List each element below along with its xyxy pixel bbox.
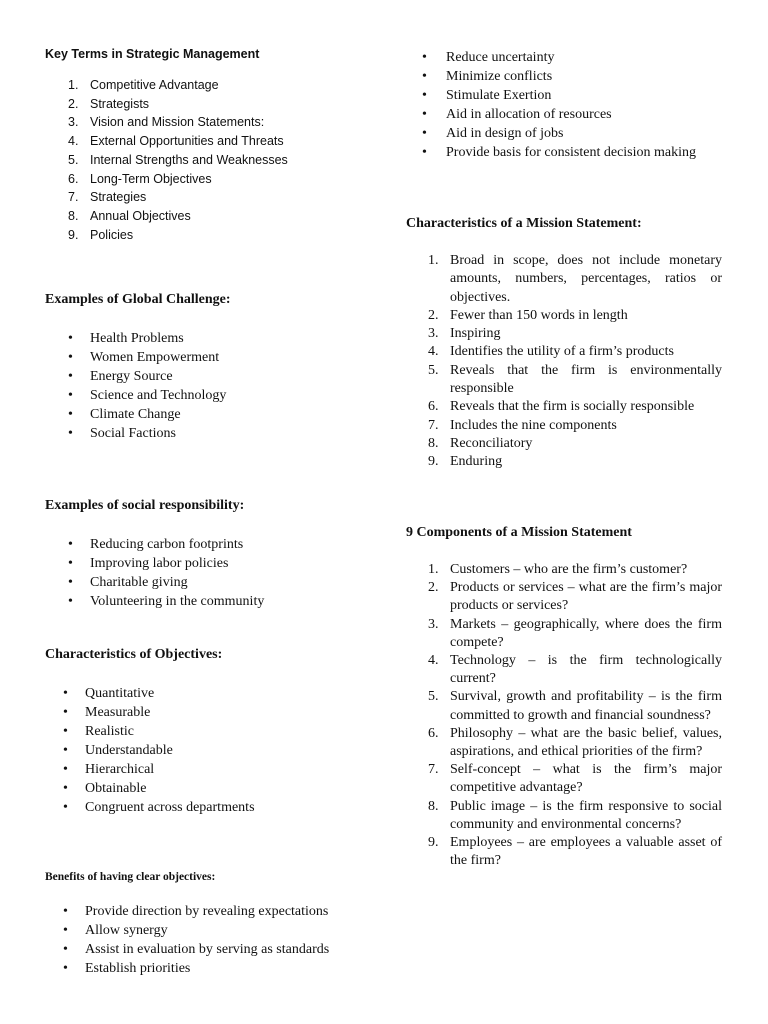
- list-number: 1.: [428, 253, 439, 268]
- list-item-text: Improving labor policies: [90, 556, 229, 571]
- list-item-text: Strategies: [90, 190, 147, 205]
- list-item-text: Provide direction by revealing expectations: [85, 904, 329, 919]
- list-item-text: Realistic: [85, 724, 134, 739]
- list-item-text: Aid in allocation of resources: [446, 107, 612, 122]
- list-item-text: External Opportunities and Threats: [90, 134, 284, 149]
- list-item: [68, 573, 368, 592]
- benefits-continued-list: [422, 48, 722, 162]
- list-item: [422, 48, 722, 67]
- list-item: [428, 398, 722, 416]
- list-item: [63, 722, 363, 741]
- list-item: [428, 325, 722, 343]
- list-number: 8.: [428, 798, 439, 814]
- list-item-text: Strategists: [90, 96, 150, 111]
- list-item: [63, 760, 363, 779]
- list-item-text: Customers – who are the firm’s customer?: [450, 562, 688, 577]
- list-number: 4.: [68, 134, 79, 149]
- bullet-icon: •: [63, 724, 68, 739]
- bullet-icon: •: [63, 743, 68, 758]
- list-item: [422, 86, 722, 105]
- bullet-icon: •: [63, 923, 68, 938]
- list-number: 1.: [428, 562, 439, 577]
- list-item-text: Philosophy – what are the basic belief, values, aspirations, and ethical priorities of the firm?: [450, 725, 722, 760]
- list-item: [68, 151, 368, 170]
- list-item: [428, 579, 722, 615]
- list-item-text: Reveals that the firm is socially responsible: [450, 399, 695, 415]
- bullet-icon: •: [68, 426, 73, 441]
- list-item-text: Women Empowerment: [90, 350, 220, 365]
- list-number: 2.: [428, 580, 439, 596]
- list-item-text: Minimize conflicts: [446, 69, 553, 84]
- list-item: [68, 535, 368, 554]
- list-number: 9.: [428, 454, 439, 470]
- clear-objectives-benefits-title: Benefits of having clear objectives:: [45, 871, 216, 883]
- list-item: [68, 592, 368, 611]
- list-item-text: Products or services – what are the firm’s major products or services?: [450, 580, 722, 614]
- list-item-text: Assist in evaluation by serving as standards: [85, 942, 330, 957]
- list-number: 6.: [428, 399, 439, 415]
- list-item: [428, 435, 722, 453]
- bullet-icon: •: [63, 705, 68, 720]
- list-item-text: Internal Strengths and Weaknesses: [90, 152, 288, 167]
- list-item-text: Understandable: [85, 743, 173, 758]
- list-item-text: Stimulate Exertion: [446, 88, 552, 103]
- list-item-text: Provide basis for consistent decision making: [446, 145, 697, 160]
- list-item: [422, 143, 722, 162]
- objectives-characteristics-list: [63, 684, 363, 817]
- list-number: 4.: [428, 344, 439, 360]
- list-item: [68, 367, 368, 386]
- list-item-text: Markets – geographically, where does the firm compete?: [450, 616, 722, 650]
- mission-characteristics-list: [428, 252, 722, 472]
- list-item-text: Technology – is the firm technologically current?: [450, 653, 722, 687]
- list-item: [428, 362, 722, 399]
- list-number: 1.: [68, 78, 79, 92]
- list-number: 8.: [68, 208, 79, 223]
- bullet-icon: •: [422, 88, 427, 103]
- clear-objectives-benefits-list: [63, 902, 373, 978]
- bullet-icon: •: [68, 537, 73, 552]
- list-item: [68, 170, 368, 189]
- list-item: [428, 798, 722, 834]
- global-challenge-list: [68, 329, 368, 443]
- list-number: 9.: [428, 835, 439, 851]
- list-item-text: Reveals that the firm is environmentally responsible: [450, 362, 722, 397]
- list-number: 8.: [428, 435, 439, 451]
- list-item-text: Public image – is the firm responsive to social community and environmental concerns?: [450, 798, 722, 832]
- list-item-text: Self-concept – what is the firm’s major competitive advantage?: [450, 762, 722, 796]
- list-item: [422, 67, 722, 86]
- list-item-text: Charitable giving: [90, 575, 188, 590]
- list-item: [68, 76, 368, 95]
- list-item: [428, 307, 722, 325]
- list-number: 6.: [428, 725, 439, 741]
- bullet-icon: •: [68, 350, 73, 365]
- list-item: [428, 834, 722, 870]
- list-item: [68, 386, 368, 405]
- list-item-text: Employees – are employees a valuable asset of the firm?: [450, 835, 722, 869]
- list-number: 5.: [428, 689, 439, 705]
- social-responsibility-list: [68, 535, 368, 611]
- list-number: 5.: [428, 362, 439, 378]
- list-item-text: Measurable: [85, 705, 151, 720]
- list-item-text: Social Factions: [90, 426, 176, 441]
- list-item: [68, 424, 368, 443]
- bullet-icon: •: [422, 50, 427, 65]
- bullet-icon: •: [68, 556, 73, 571]
- list-item-text: Establish priorities: [85, 961, 191, 976]
- bullet-icon: •: [68, 594, 73, 609]
- list-item: [63, 798, 363, 817]
- bullet-icon: •: [422, 126, 427, 141]
- bullet-icon: •: [63, 961, 68, 976]
- bullet-icon: •: [63, 686, 68, 701]
- list-item-text: Reducing carbon footprints: [90, 537, 244, 552]
- list-item: [68, 329, 368, 348]
- list-item-text: Hierarchical: [85, 762, 155, 777]
- list-item-text: Energy Source: [90, 369, 173, 384]
- list-number: 4.: [428, 653, 439, 669]
- list-item-text: Broad in scope, does not include monetary amounts, numbers, percentages, ratios or objectives.: [450, 253, 722, 305]
- list-item: [63, 940, 373, 959]
- bullet-icon: •: [63, 904, 68, 919]
- list-item: [68, 95, 368, 114]
- bullet-icon: •: [68, 331, 73, 346]
- bullet-icon: •: [68, 407, 73, 422]
- list-item: [422, 105, 722, 124]
- list-number: 3.: [428, 616, 439, 632]
- list-item-text: Reconciliatory: [450, 435, 533, 451]
- list-item: [428, 616, 722, 652]
- list-item: [68, 207, 368, 226]
- list-item-text: Volunteering in the community: [90, 594, 265, 609]
- bullet-icon: •: [68, 388, 73, 403]
- list-item: [63, 779, 363, 798]
- list-number: 2.: [428, 307, 439, 323]
- list-item: [422, 124, 722, 143]
- list-number: 7.: [428, 762, 439, 778]
- bullet-icon: •: [63, 762, 68, 777]
- key-terms-list: [68, 76, 368, 244]
- list-item: [68, 188, 368, 207]
- list-item-text: Annual Objectives: [90, 208, 191, 223]
- list-item: [63, 959, 373, 978]
- list-item-text: Long-Term Objectives: [90, 171, 212, 186]
- bullet-icon: •: [422, 107, 427, 122]
- mission-components-title: 9 Components of a Mission Statement: [406, 525, 632, 540]
- list-item-text: Allow synergy: [85, 923, 168, 938]
- list-item: [428, 453, 722, 471]
- bullet-icon: •: [68, 575, 73, 590]
- list-number: 9.: [68, 227, 79, 242]
- list-item-text: Aid in design of jobs: [446, 126, 564, 141]
- list-number: 6.: [68, 171, 79, 186]
- list-item: [63, 684, 363, 703]
- list-item-text: Identifies the utility of a firm’s products: [450, 344, 674, 360]
- bullet-icon: •: [68, 369, 73, 384]
- objectives-characteristics-title: Characteristics of Objectives:: [45, 647, 223, 662]
- list-item: [68, 348, 368, 367]
- list-item: [428, 417, 722, 435]
- list-item: [63, 741, 363, 760]
- list-item: [428, 761, 722, 797]
- list-item: [428, 652, 722, 688]
- global-challenge-title: Examples of Global Challenge:: [45, 292, 231, 307]
- list-number: 7.: [428, 417, 439, 433]
- list-number: 2.: [68, 96, 79, 111]
- list-item-text: Obtainable: [85, 781, 147, 796]
- list-item: [68, 405, 368, 424]
- list-number: 3.: [428, 326, 439, 342]
- key-terms-title: Key Terms in Strategic Management: [45, 47, 260, 61]
- list-item-text: Enduring: [450, 454, 503, 470]
- list-item: [428, 252, 722, 307]
- bullet-icon: •: [422, 69, 427, 84]
- list-item: [428, 343, 722, 361]
- bullet-icon: •: [63, 800, 68, 815]
- list-item-text: Science and Technology: [90, 388, 227, 403]
- list-item: [428, 561, 722, 579]
- bullet-icon: •: [63, 942, 68, 957]
- social-responsibility-title: Examples of social responsibility:: [45, 498, 245, 513]
- mission-characteristics-title: Characteristics of a Mission Statement:: [406, 216, 642, 231]
- list-item: [68, 554, 368, 573]
- list-item: [68, 113, 368, 132]
- bullet-icon: •: [422, 145, 427, 160]
- list-number: 5.: [68, 152, 79, 167]
- mission-components-list: [428, 561, 722, 870]
- list-item-text: Vision and Mission Statements:: [90, 115, 265, 130]
- list-item-text: Quantitative: [85, 686, 155, 701]
- list-item-text: Inspiring: [450, 326, 501, 342]
- list-item-text: Climate Change: [90, 407, 181, 422]
- list-number: 3.: [68, 115, 79, 130]
- list-item-text: Includes the nine components: [450, 417, 617, 433]
- list-item: [68, 132, 368, 151]
- list-item: [63, 703, 363, 722]
- list-item-text: Reduce uncertainty: [446, 50, 555, 65]
- list-item: [63, 921, 373, 940]
- list-item-text: Congruent across departments: [85, 800, 255, 815]
- list-item-text: Policies: [90, 227, 134, 242]
- list-item: [428, 725, 722, 761]
- bullet-icon: •: [63, 781, 68, 796]
- list-item: [428, 688, 722, 724]
- list-item: [63, 902, 373, 921]
- list-item-text: Health Problems: [90, 331, 184, 346]
- list-item-text: Survival, growth and profitability – is the firm committed to growth and financial soundness?: [450, 689, 722, 723]
- list-number: 7.: [68, 190, 79, 205]
- list-item: [68, 226, 368, 245]
- list-item-text: Competitive Advantage: [90, 78, 219, 92]
- list-item-text: Fewer than 150 words in length: [450, 307, 628, 323]
